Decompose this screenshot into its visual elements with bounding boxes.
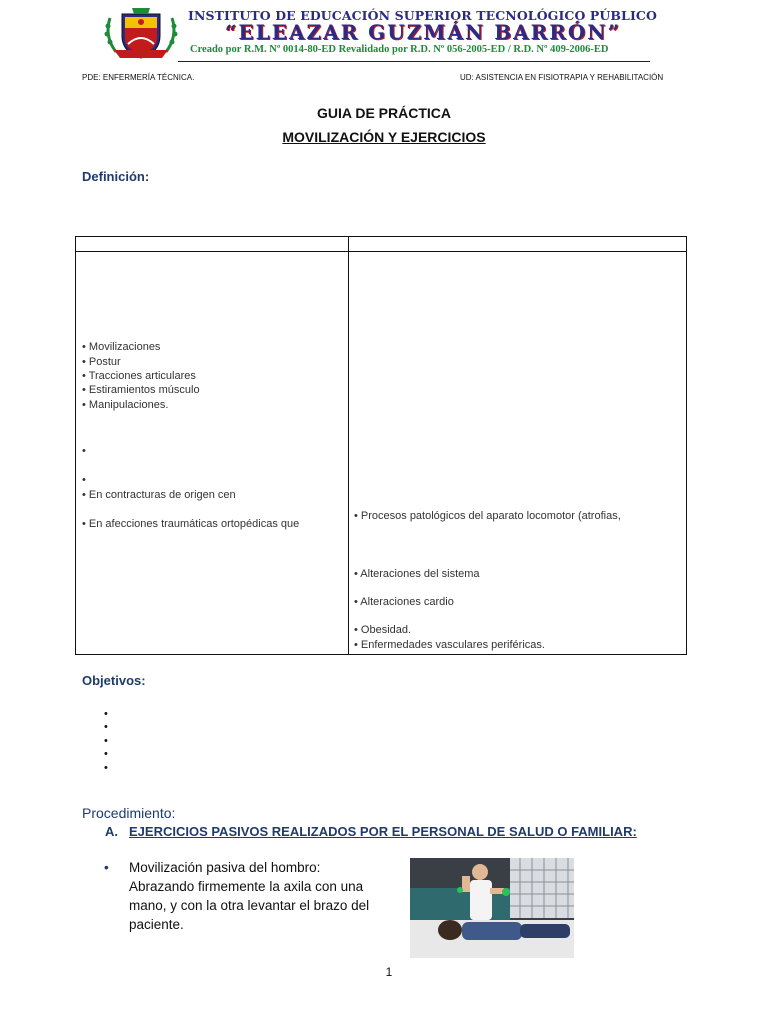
definicion-heading: Definición: xyxy=(82,169,150,184)
table-left-item: • xyxy=(82,445,86,457)
section-a-title: EJERCICIOS PASIVOS REALIZADOS POR EL PERSONAL DE SALUD O FAMILIAR: xyxy=(129,824,637,839)
table-right-item: • Enfermedades vasculares periféricas. xyxy=(354,639,545,651)
content-table xyxy=(75,236,687,655)
table-header-divider xyxy=(76,251,686,252)
table-right-item: • Alteraciones cardio xyxy=(354,596,454,608)
institution-resolutions: Creado por R.M. Nº 0014-80-ED Revalidado por R.D. Nº 056-2005-ED / R.D. Nº 409-2006-ED xyxy=(190,44,609,55)
procedure-item-bullet: • xyxy=(104,860,109,875)
table-left-item: • Movilizaciones xyxy=(82,341,161,353)
table-right-item: • Procesos patológicos del aparato locomotor (atrofias, xyxy=(354,510,621,522)
table-left-item: • xyxy=(82,474,86,486)
page-number: 1 xyxy=(385,965,393,979)
objetivos-heading: Objetivos: xyxy=(82,673,146,688)
section-a-letter: A. xyxy=(105,824,118,839)
table-left-item: • Tracciones articulares xyxy=(82,370,196,382)
institution-name-line1: INSTITUTO DE EDUCACIÓN SUPERIOR TECNOLÓGICO PÚBLICO xyxy=(188,8,657,23)
institution-logo xyxy=(102,6,180,60)
table-left-item: • Postur xyxy=(82,356,121,368)
document-title: GUIA DE PRÁCTICA xyxy=(316,105,452,121)
table-right-item: • Obesidad. xyxy=(354,624,412,636)
objetivos-list xyxy=(104,708,108,775)
document-subtitle xyxy=(0,129,768,145)
table-right-item: • Alteraciones del sistema xyxy=(354,568,480,580)
table-left-item: • En afecciones traumáticas ortopédicas que xyxy=(82,518,300,530)
procedimiento-heading: Procedimiento: xyxy=(82,805,176,821)
table-column-divider xyxy=(348,237,349,654)
shoulder-mobilization-photo xyxy=(410,858,574,958)
institution-name-line2: “ELEAZAR GUZMÁN BARRÓN” xyxy=(224,20,622,44)
objetivo-bullet: • xyxy=(104,721,108,734)
objetivo-bullet: • xyxy=(104,708,108,720)
section-a-heading xyxy=(105,824,637,839)
procedure-item-text: Movilización pasiva del hombro: Abrazando firmemente la axila con una mano, y con la otra levantar el brazo del paciente. xyxy=(129,860,370,932)
objetivo-bullet: • xyxy=(104,748,108,761)
objetivo-bullet: • xyxy=(104,734,108,747)
pde-label: PDE: ENFERMERÍA TÉCNICA. xyxy=(82,73,195,82)
header-divider xyxy=(178,61,650,62)
ud-label: UD: ASISTENCIA EN FISIOTRAPIA Y REHABILITACIÓN xyxy=(460,73,664,82)
table-left-item: • Manipulaciones. xyxy=(82,399,169,411)
objetivo-bullet: • xyxy=(104,761,108,774)
table-left-item: • En contracturas de origen cen xyxy=(82,489,236,501)
document-subtitle-text: MOVILIZACIÓN Y EJERCICIOS xyxy=(282,129,486,145)
table-left-item: • Estiramientos músculo xyxy=(82,384,200,396)
